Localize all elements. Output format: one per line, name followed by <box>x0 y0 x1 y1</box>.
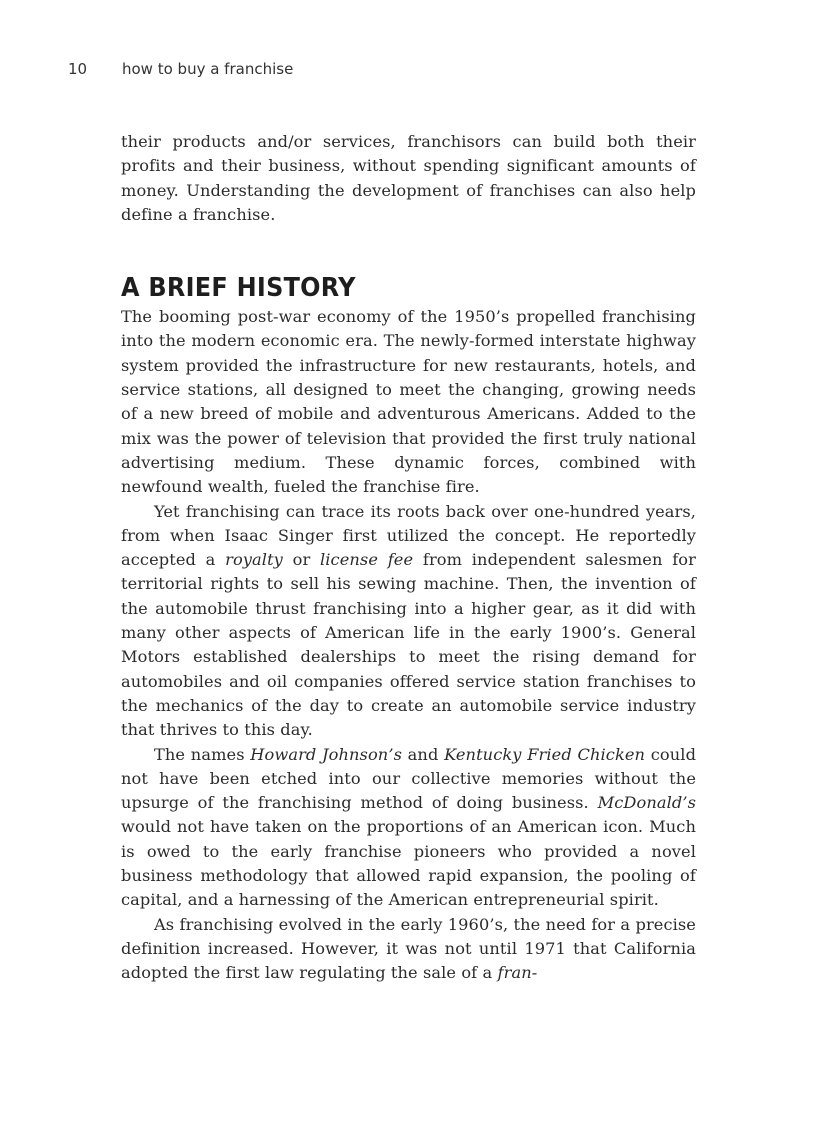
history-paragraph-3: The names Howard Johnson’s and Kentucky Fried Chicken could not have been etched into our collective memories without the upsurge of the franchising method of doing business. McDonald’s would not have taken on the proportions of an American icon. Much is owed to the early franchise pioneers who provided a novel business methodology that allowed rapid expansion, the pooling of capital, and a harnessing of the American entrepreneurial spirit. <box>121 744 697 910</box>
running-head <box>68 60 293 78</box>
history-paragraph-2: Yet franchising can trace its roots back over one-hundred years, from when Isaac Singer first utilized the concept. He reportedly accepted a royalty or license fee from independent salesmen for territorial rights to sell his sewing machine. Then, the invention of the automobile thrust franchising into a higher gear, as it did with many other aspects of American life in the early 1900’s. General Motors established dealerships to meet the rising demand for automobiles and oil companies offered service station franchises to the mechanics of the day to create an automobile service industry that thrives to this day. <box>121 501 696 740</box>
section-heading: A BRIEF HISTORY <box>121 273 356 304</box>
howard-johnsons-name: Howard Johnson’s <box>250 744 402 764</box>
license-fee-term: license fee <box>320 550 414 570</box>
kentucky-fried-chicken-name: Kentucky Fried Chicken <box>444 744 646 764</box>
franchise-term: fran- <box>497 963 538 983</box>
royalty-term: royalty <box>225 550 283 570</box>
running-head-title: how to buy a franchise <box>122 60 294 78</box>
body-text <box>121 130 696 986</box>
page-number: 10 <box>68 60 88 78</box>
intro-paragraph: their products and/or services, franchisors can build both their profits and their business, without spending significant amounts of money. Understanding the development of franchises can also help define a franchise. <box>121 132 696 224</box>
history-paragraph-1: The booming post-war economy of the 1950’s propelled franchising into the modern economic era. The newly-formed interstate highway system provided the infrastructure for new restaurants, hotels, and service stations, all designed to meet the changing, growing needs of a new breed of mobile and adventurous Americans. Added to the mix was the power of television that provided the first truly national advertising medium. These dynamic forces, combined with newfound wealth, fueled the franchise fire. <box>121 307 696 497</box>
mcdonalds-name: McDonald’s <box>597 793 696 813</box>
history-paragraph-4: As franchising evolved in the early 1960’s, the need for a precise definition increased. However, it was not until 1971 that California adopted the first law regulating the sale of a fran- <box>121 914 696 983</box>
